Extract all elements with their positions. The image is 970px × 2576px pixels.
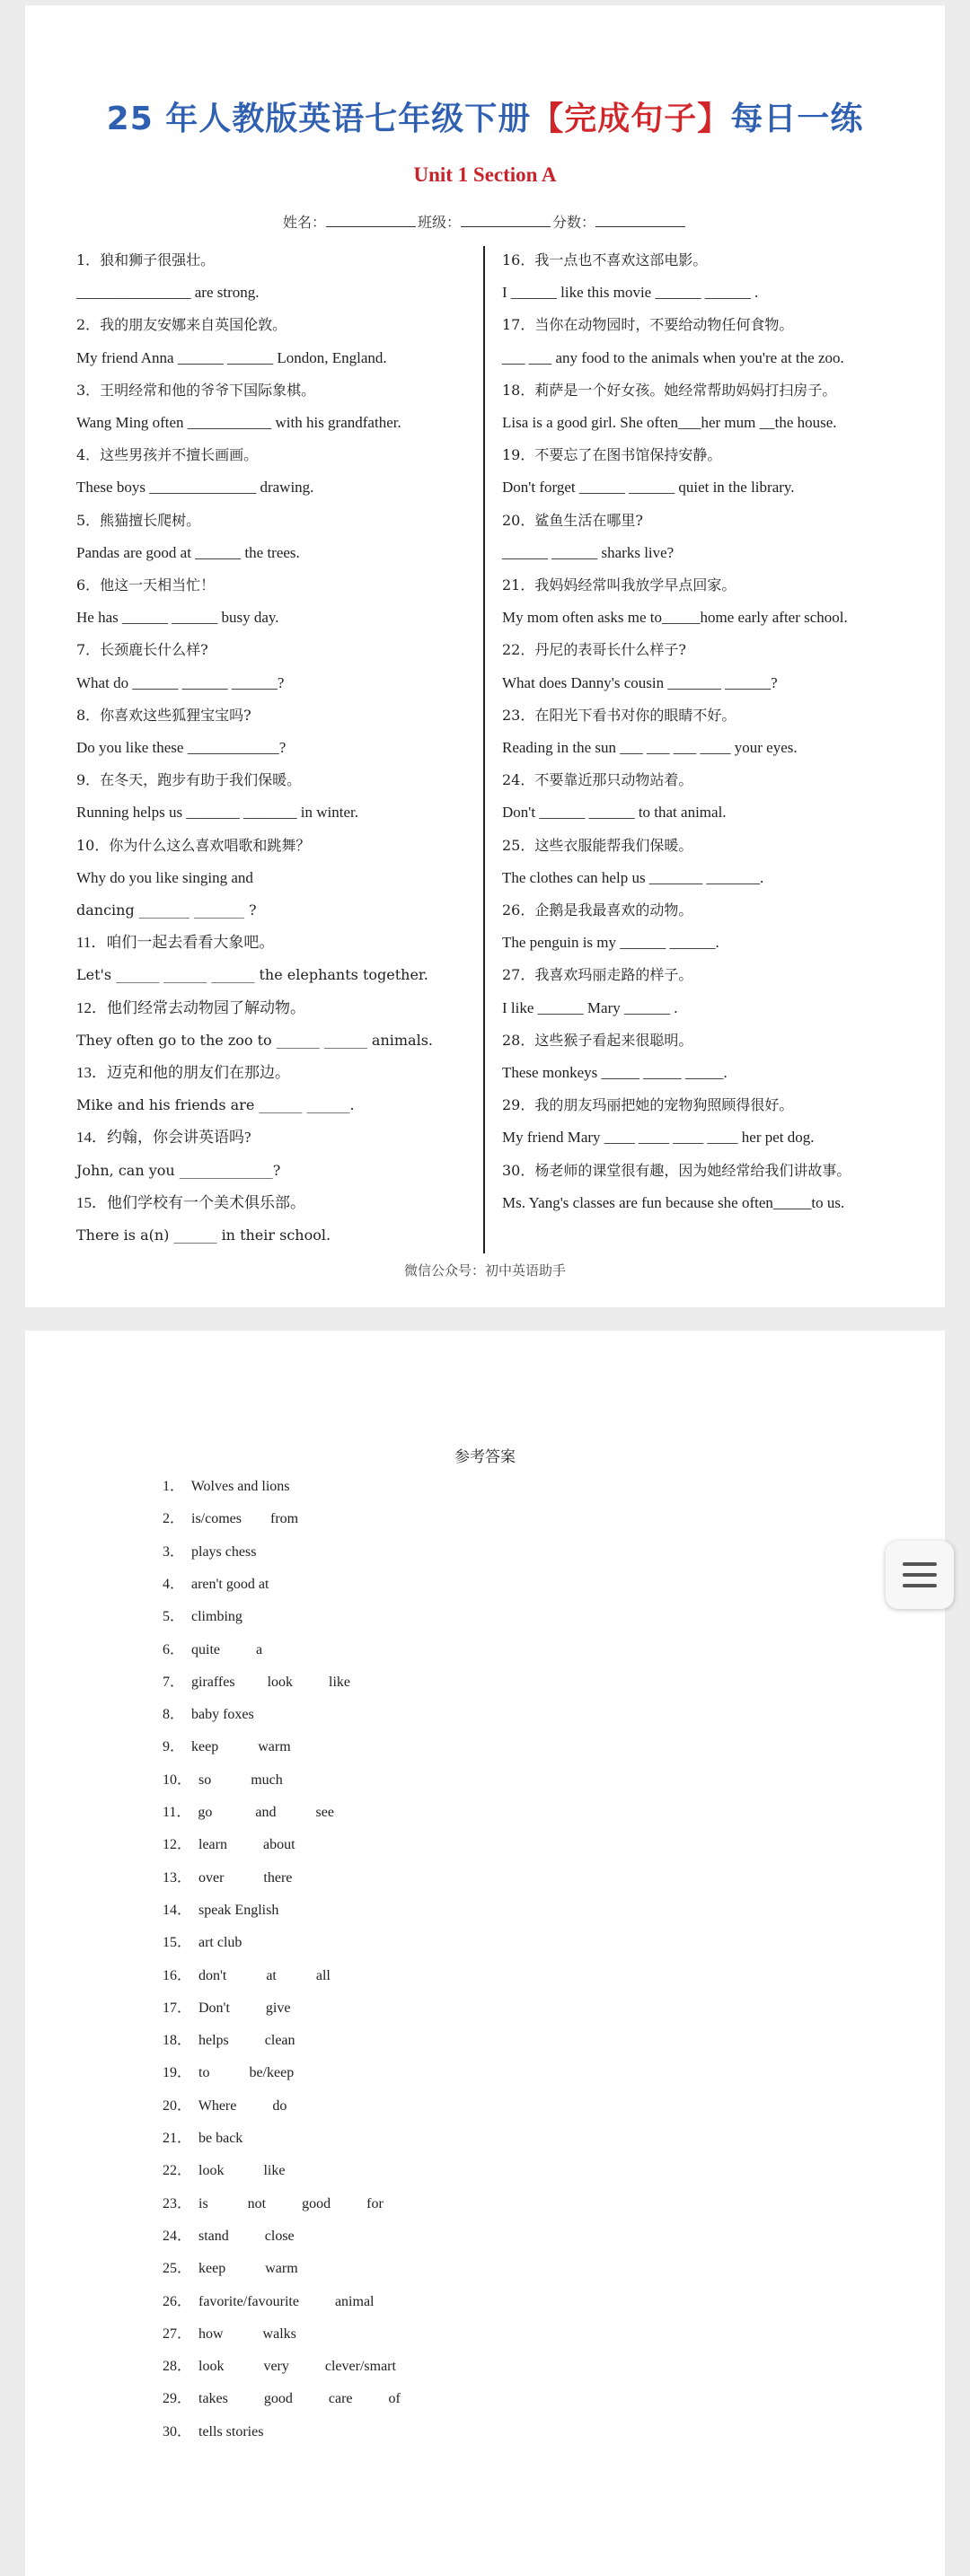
- question-prompt: 2．我的朋友安娜来自英国伦敦。: [76, 316, 287, 334]
- question-sentence: What do ______ ______ ______?: [76, 673, 285, 691]
- answer-item: 20． Where do: [163, 2097, 287, 2114]
- question-prompt: 8．你喜欢这些狐狸宝宝吗?: [76, 706, 251, 724]
- answer-item: 25． keep warm: [163, 2261, 298, 2277]
- question-sentence: These boys ______________ drawing.: [76, 479, 314, 497]
- question-prompt: 30．杨老师的课堂很有趣，因为她经常给我们讲故事。: [502, 1161, 851, 1179]
- question-prompt: 25．这些衣服能帮我们保暖。: [502, 836, 693, 854]
- answer-item: 27． how walks: [163, 2325, 296, 2342]
- question-sentence: 13．迈克和他的朋友们在那边。: [76, 1064, 290, 1081]
- question-sentence: Wang Ming often ___________ with his grandfather.: [76, 414, 401, 431]
- worksheet-title: [25, 93, 945, 139]
- answer-item: 4． aren't good at: [163, 1576, 269, 1592]
- question-sentence: What does Danny's cousin _______ ______?: [502, 673, 778, 691]
- answer-item: 28． look very clever/smart: [163, 2359, 396, 2375]
- question-prompt: 28．这些猴子看起来很聪明。: [502, 1031, 693, 1049]
- answer-item: 11． go and see: [163, 1805, 334, 1820]
- answer-item: 7． giraffes look like: [163, 1674, 351, 1690]
- question-sentence: The penguin is my ______ ______.: [502, 934, 719, 952]
- question-sentence: 11．咱们一起去看看大象吧。: [76, 934, 275, 952]
- title-text-tail: 每日一练: [730, 101, 864, 137]
- answer-item: 29． takes good care of: [163, 2391, 401, 2407]
- hamburger-menu-icon: [903, 1584, 937, 1587]
- answer-item: 8． baby foxes: [163, 1707, 254, 1723]
- question-prompt: 23．在阳光下看书对你的眼睛不好。: [502, 706, 736, 724]
- answer-item: 18． helps clean: [163, 2033, 295, 2049]
- question-prompt: Mike and his friends are ______ ______.: [76, 1096, 355, 1114]
- question-prompt: 9．在冬天，跑步有助于我们保暖。: [76, 771, 302, 789]
- menu-button[interactable]: [886, 1541, 954, 1609]
- footer-wechat: 微信公众号：初中英语助手: [403, 1262, 566, 1279]
- question-sentence: 12．他们经常去动物园了解动物。: [76, 998, 305, 1016]
- question-prompt: 4．这些男孩并不擅长画画。: [76, 446, 259, 464]
- question-sentence: Running helps us _______ _______ in winter.: [76, 804, 359, 822]
- question-prompt: 7．长颈鹿长什么样?: [76, 641, 208, 659]
- question-prompt: Let's ______ ______ ______ the elephants together.: [76, 966, 428, 984]
- question-sentence: My mom often asks me to_____home early after school.: [502, 609, 848, 627]
- score-blank: [595, 214, 685, 227]
- question-prompt: 21．我妈妈经常叫我放学早点回家。: [502, 576, 736, 593]
- question-sentence: Don't forget ______ ______ quiet in the library.: [502, 479, 795, 497]
- question-prompt: 10．你为什么这么喜欢唱歌和跳舞？: [76, 836, 311, 854]
- answer-item: 10． so much: [163, 1772, 283, 1788]
- question-prompt: 29．我的朋友玛丽把她的宠物狗照顾得很好。: [502, 1096, 794, 1114]
- question-prompt: 19．不要忘了在图书馆保持安静。: [502, 446, 722, 464]
- question-prompt: John, can you _____________?: [76, 1161, 281, 1179]
- column-divider: [483, 246, 485, 1253]
- answer-item: 5． climbing: [163, 1609, 242, 1625]
- question-sentence: ___ ___ any food to the animals when you're at the zoo.: [502, 348, 844, 366]
- class-label: 班级：: [417, 214, 461, 231]
- answer-item: 14． speak English: [163, 1902, 279, 1918]
- hamburger-menu-icon: [903, 1573, 937, 1577]
- score-label: 分数：: [552, 214, 596, 231]
- answer-item: 16． don't at all: [163, 1967, 331, 1983]
- class-blank: [461, 214, 551, 227]
- question-sentence: My friend Anna ______ ______ London, England.: [76, 348, 387, 366]
- name-label: 姓名：: [282, 214, 326, 231]
- answer-item: 13． over there: [163, 1869, 293, 1886]
- question-sentence: The clothes can help us _______ _______.: [502, 868, 764, 886]
- question-sentence: He has ______ ______ busy day.: [76, 609, 279, 627]
- question-prompt: 27．我喜欢玛丽走路的样子。: [502, 966, 693, 984]
- question-sentence: ______ ______ sharks live?: [502, 543, 675, 561]
- answer-item: 1． Wolves and lions: [163, 1479, 290, 1494]
- answer-item: 19． to be/keep: [163, 2065, 295, 2081]
- question-sentence: Why do you like singing and: [76, 868, 253, 886]
- question-sentence: Ms. Yang's classes are fun because she often_____to us.: [502, 1193, 845, 1211]
- answer-item: 3． plays chess: [163, 1543, 257, 1560]
- question-sentence: Pandas are good at ______ the trees.: [76, 543, 300, 561]
- question-prompt: dancing _______ _______ ?: [76, 901, 257, 919]
- question-prompt: 26．企鹅是我最喜欢的动物。: [502, 901, 693, 919]
- worksheet-subtitle: Unit 1 Section A: [413, 163, 557, 186]
- question-sentence: These monkeys _____ _____ _____.: [502, 1064, 728, 1081]
- worksheet-page: [25, 5, 945, 1307]
- question-sentence: My friend Mary ____ ____ ____ ____ her pet dog.: [502, 1129, 815, 1147]
- answer-page: [25, 1331, 945, 2576]
- answer-item: 12． learn about: [163, 1837, 295, 1853]
- question-prompt: 18．莉萨是一个好女孩。她经常帮助妈妈打扫房子。: [502, 381, 837, 399]
- question-sentence: _______________ are strong.: [76, 284, 260, 302]
- question-prompt: 5．熊猫擅长爬树。: [76, 511, 201, 529]
- answer-item: 22． look like: [163, 2163, 286, 2179]
- answer-title: 参考答案: [454, 1448, 516, 1466]
- question-prompt: There is a(n) ______ in their school.: [76, 1226, 331, 1244]
- hamburger-menu-icon: [903, 1562, 937, 1566]
- answer-item: 17． Don't give: [163, 2000, 291, 2016]
- question-prompt: 3．王明经常和他的爷爷下国际象棋。: [76, 381, 316, 399]
- question-prompt: 20．鲨鱼生活在哪里?: [502, 511, 643, 529]
- student-info-line: [25, 211, 945, 232]
- answer-item: 24． stand close: [163, 2228, 295, 2244]
- question-sentence: I like ______ Mary ______ .: [502, 998, 678, 1016]
- answer-item: 15． art club: [163, 1935, 242, 1951]
- title-text-main: 25 年人教版英语七年级下册: [106, 101, 532, 137]
- answer-item: 30． tells stories: [163, 2423, 264, 2440]
- question-prompt: 24．不要靠近那只动物站着。: [502, 771, 693, 789]
- question-sentence: Reading in the sun ___ ___ ___ ____ your eyes.: [502, 739, 798, 756]
- answer-item: 23． is not good for: [163, 2195, 384, 2211]
- answer-item: 26． favorite/favourite animal: [163, 2293, 375, 2309]
- question-sentence: 14．约翰，你会讲英语吗?: [76, 1129, 251, 1147]
- question-sentence: Don't ______ ______ to that animal.: [502, 804, 727, 822]
- title-text-bracket: 【完成句子】: [531, 101, 731, 137]
- question-prompt: 22．丹尼的表哥长什么样子?: [502, 641, 686, 659]
- question-sentence: I ______ like this movie ______ ______ .: [502, 284, 759, 302]
- question-prompt: 17．当你在动物园时，不要给动物任何食物。: [502, 316, 794, 334]
- answer-item: 6． quite a: [163, 1641, 263, 1657]
- question-prompt: They often go to the zoo to ______ ______ animals.: [76, 1031, 433, 1049]
- answer-item: 21． be back: [163, 2131, 243, 2146]
- question-prompt: 16．我一点也不喜欢这部电影。: [502, 251, 708, 268]
- answer-item: 9． keep warm: [163, 1739, 291, 1755]
- question-prompt: 6．他这一天相当忙！: [76, 576, 216, 593]
- question-sentence: Do you like these ____________?: [76, 739, 287, 756]
- answer-item: 2． is/comes from: [163, 1511, 299, 1527]
- name-blank: [326, 214, 416, 227]
- question-prompt: 1．狼和狮子很强壮。: [76, 251, 216, 268]
- question-sentence: Lisa is a good girl. She often___her mum __the house.: [502, 414, 837, 431]
- question-sentence: 15．他们学校有一个美术俱乐部。: [76, 1193, 305, 1211]
